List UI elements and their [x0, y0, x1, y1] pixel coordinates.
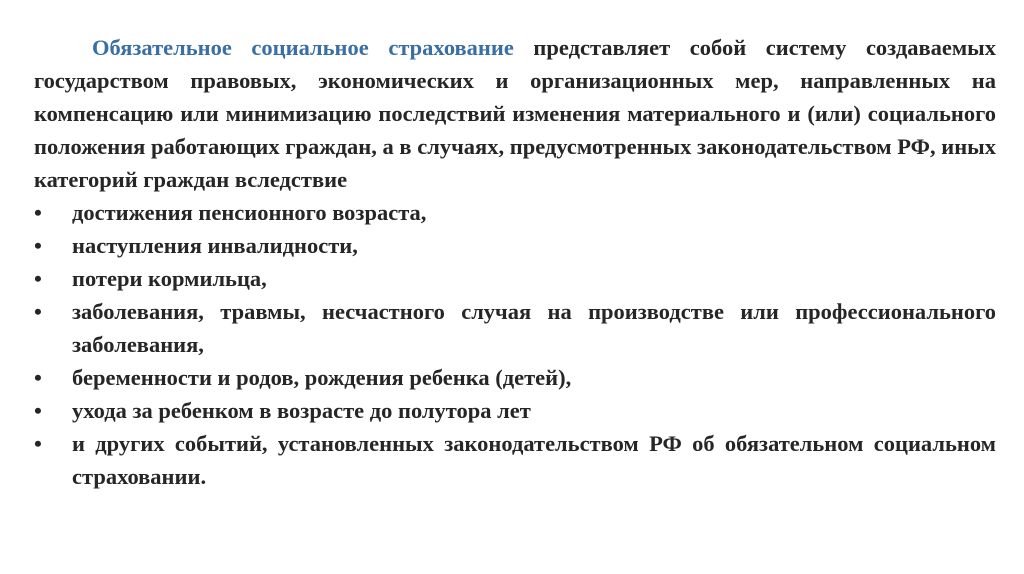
list-item [34, 394, 996, 427]
list-item [34, 361, 996, 394]
list-item [34, 229, 996, 262]
list-item-text: достижения пенсионного возраста, [72, 200, 427, 225]
list-item-text: потери кормильца, [72, 266, 267, 291]
list-item-text: заболевания, травмы, несчастного случая на производстве или профессионального заболевания, [72, 299, 996, 357]
bullet-icon: • [34, 365, 42, 390]
list-item-text: ухода за ребенком в возрасте до полутора лет [72, 398, 531, 423]
intro-paragraph [34, 31, 996, 196]
bullet-icon: • [34, 431, 42, 456]
bullet-icon: • [34, 233, 42, 258]
bullet-icon: • [34, 200, 42, 225]
intro-text: представляет собой систему создаваемых государством правовых, экономических и организационных мер, направленных на компенсацию или минимизацию последствий изменения материального и (или) социального положения работающих граждан, а в случаях, предусмотренных законодательством РФ, иных категорий граждан вследствие [34, 35, 996, 192]
list-item [34, 262, 996, 295]
list-item-text: наступления инвалидности, [72, 233, 358, 258]
bullet-list [34, 196, 996, 493]
slide-content [34, 31, 996, 493]
bullet-icon: • [34, 398, 42, 423]
list-item-text: и других событий, установленных законодательством РФ об обязательном социальном страховании. [72, 431, 996, 489]
highlighted-term: Обязательное социальное страхование [92, 35, 514, 60]
list-item [34, 295, 996, 361]
bullet-icon: • [34, 299, 42, 324]
list-item-text: беременности и родов, рождения ребенка (детей), [72, 365, 572, 390]
list-item [34, 427, 996, 493]
list-item [34, 196, 996, 229]
bullet-icon: • [34, 266, 42, 291]
